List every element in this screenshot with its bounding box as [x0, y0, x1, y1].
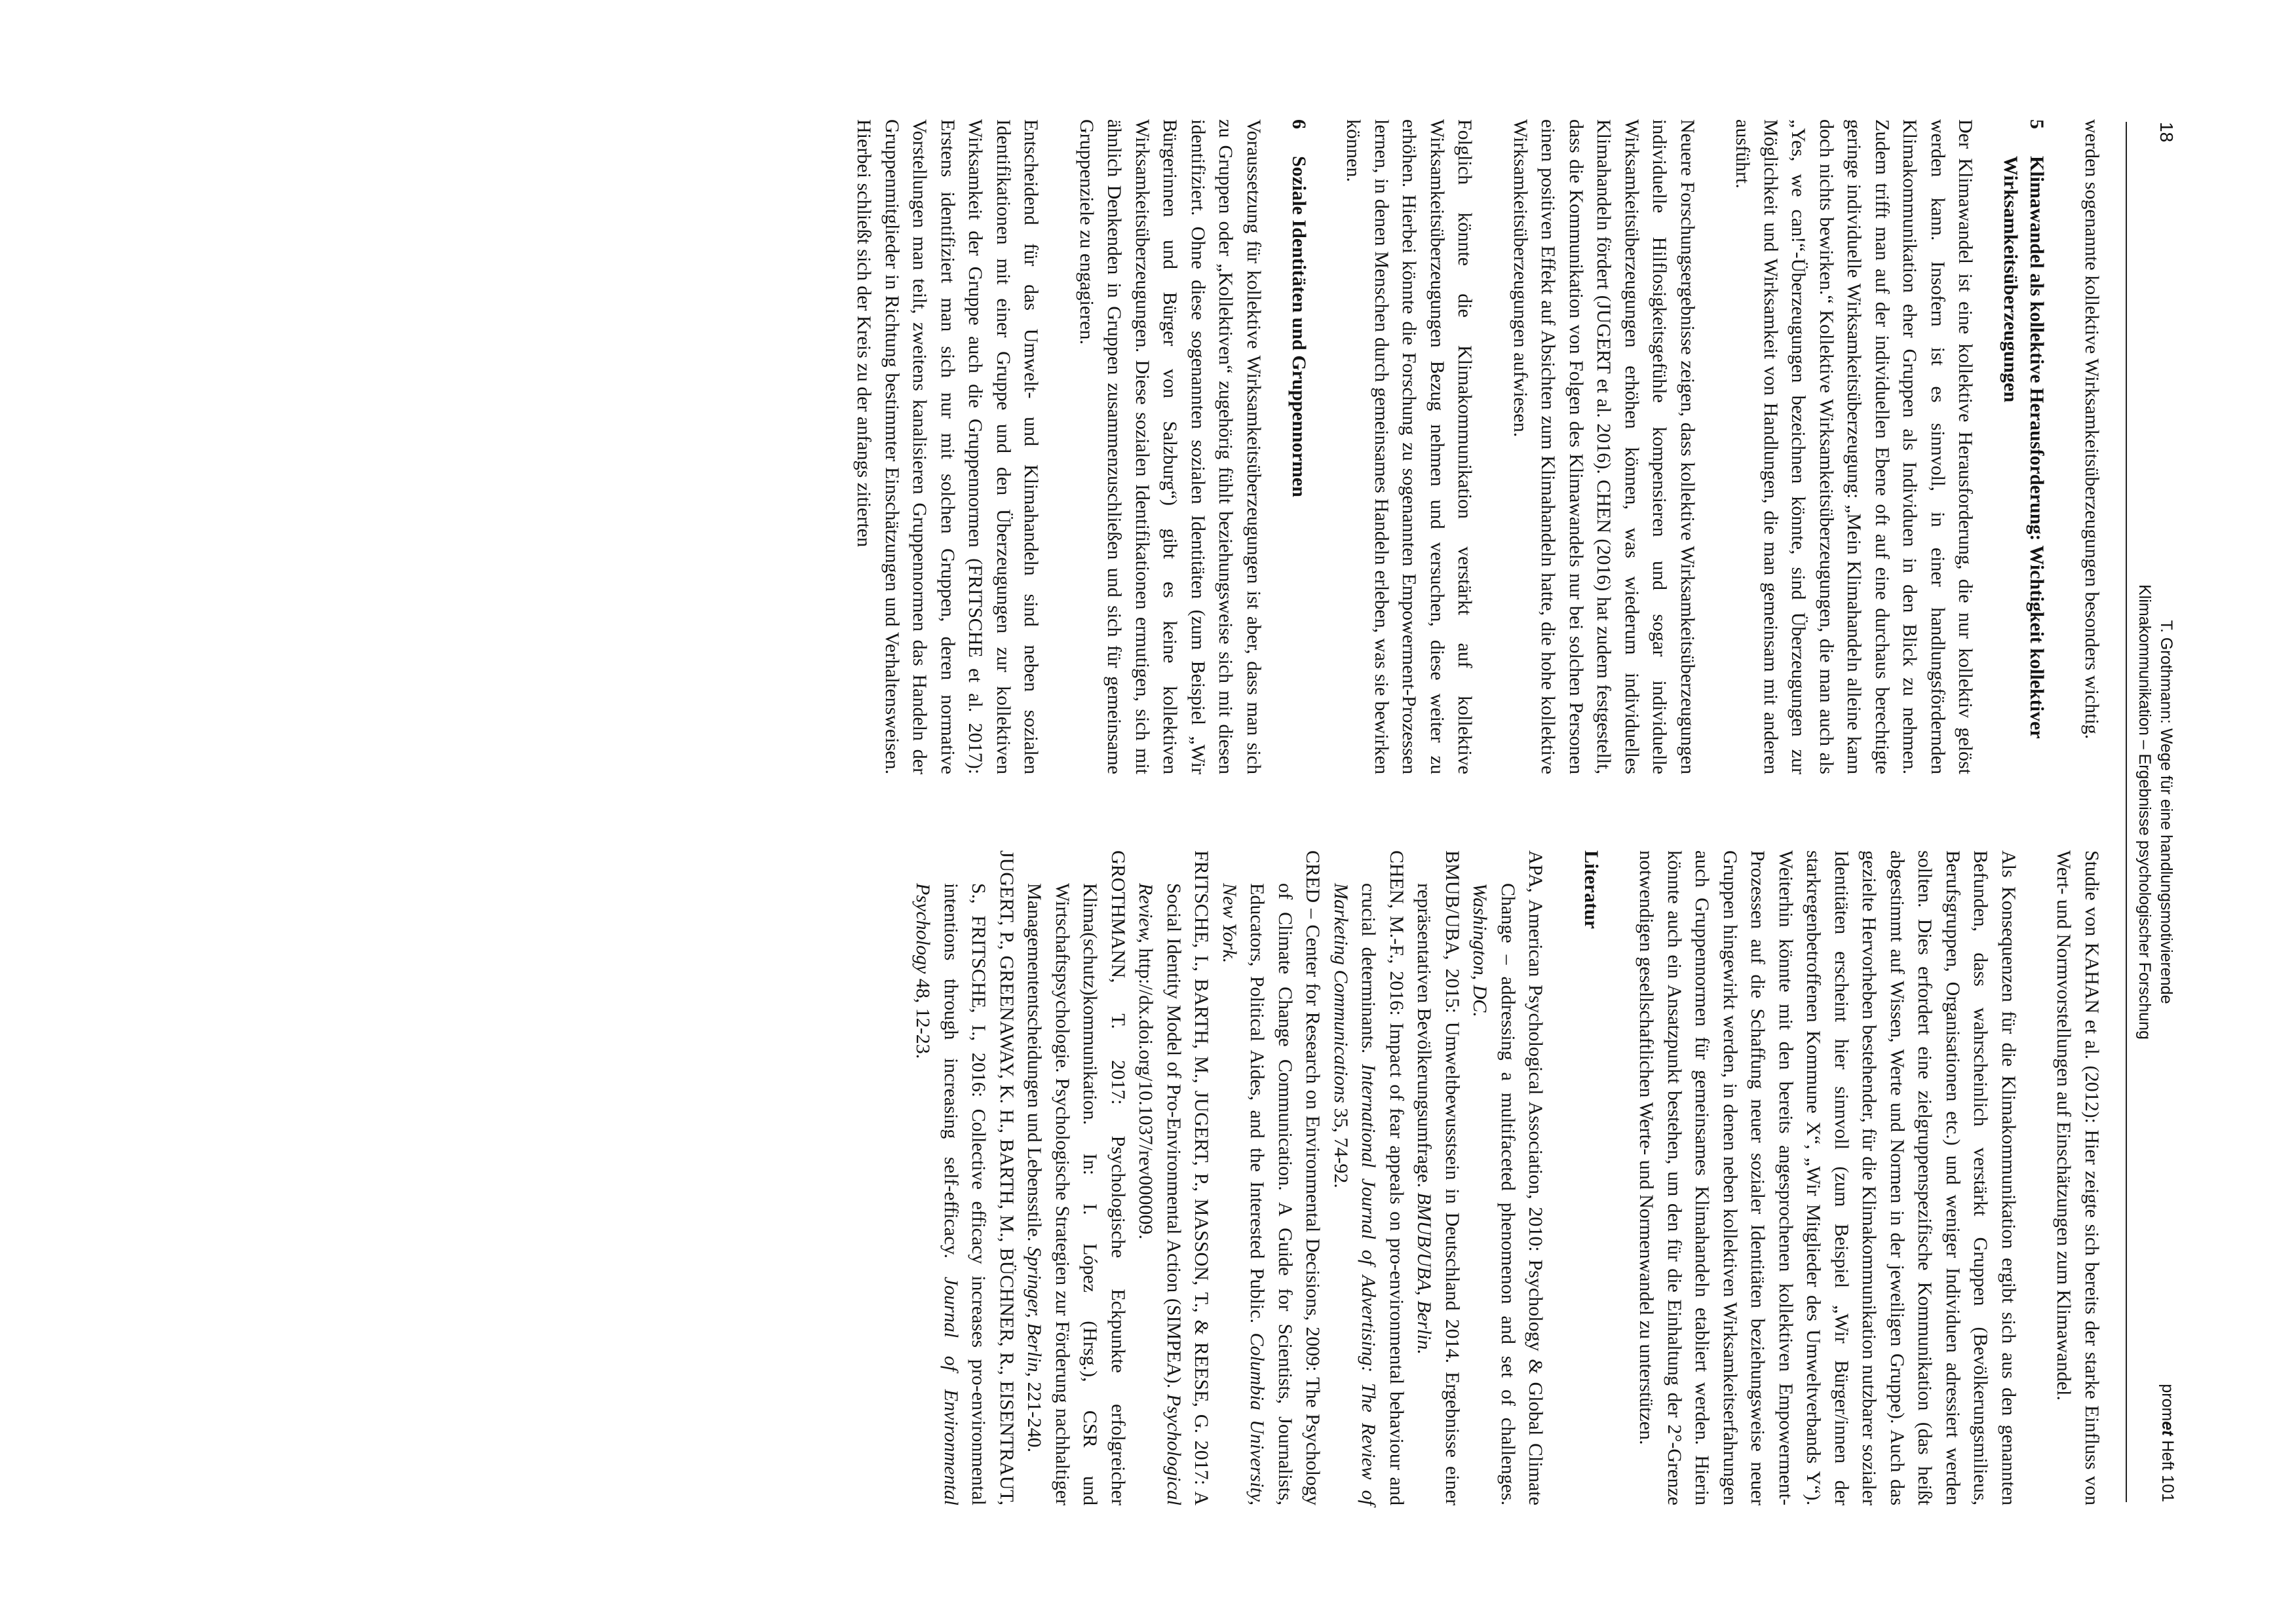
continued-paragraph: Studie von KAHAN et al. (2012): Hier zeigte sich bereits der starke Einfluss von Wert- und Normvorstellungen auf Einschätzungen zum Klimawandel. [2053, 850, 2103, 1505]
reference-text: GROTHMANN, T. 2017: Psychologische Eckpunkte erfolgreicher Klima(schutz)kommunikation. In: I. López (Hrsg.), CSR und Wirtschaftspsychologie. Psychologische Strategien zur Förderung nachhaltiger Managemententscheidungen und Lebensstile. [1024, 850, 1129, 1505]
section-5-number: 5 [2026, 119, 2048, 129]
section-6-heading [1286, 119, 1312, 774]
literature-heading: Literatur [1580, 850, 1602, 929]
reference-item [1215, 850, 1327, 1505]
section-5-heading [1998, 119, 2050, 774]
reference-tail: 35, 74-92. [1330, 1103, 1352, 1188]
running-title-line-1: T. Grothmann: Wege für eine handlungsmotivierende [2157, 620, 2175, 1004]
reference-list [909, 850, 1550, 1505]
reference-item [1327, 850, 1411, 1505]
reference-source: Columbia University, New York. [1219, 883, 1269, 1505]
reference-item [909, 850, 1020, 1505]
consequences-paragraph: Als Konsequenzen für die Klimakommunikation ergibt sich aus den genannten Befunden, dass wahrscheinlich verstärkt Gruppen (Bevölkerungsmilieus, Berufsgruppen, Organisationen etc.) und weniger Individuen adressiert werden sollten. Dies erfordert eine zielgruppenspezifische Kommunikation (das heißt abgestimmt auf Wissen, Werte und Normen in der jeweiligen Gruppe). Auch das gezielte Hervorheben bestehender, für die Klimakommunikation nutzbarer sozialer Identitäten erscheint hier sinnvoll (zum Beispiel „Wir Bürger/innen der starkregenbetroffenen Kommune X“, „Wir Mitglieder des Umweltverbands Y“). Weiterhin könnte mit den bereits angesprochenen kollektiven Empowerment-Prozessen auf die Schaffung neuer sozialer Identitäten beziehungsweise neuer Gruppen hingewirkt werden, in denen neben kollektiven Wirksamkeitserfahrungen auch Gruppennormen für gemeinsames Klimahandeln etabliert werden. Hierin könnte auch ein Ansatzpunkt bestehen, um den für die Einhaltung der 2°-Grenze notwendigen gesellschaftlichen Werte- und Normenwandel zu unterstützen. [1636, 850, 2019, 1505]
journal-name-emphasis: et [2158, 1421, 2177, 1436]
section-6-title: Soziale Identitäten und Gruppennormen [1288, 156, 1310, 497]
page-number: 18 [2156, 122, 2177, 143]
reference-source: International Journal of Advertising: The Review of Marketing Communications [1330, 883, 1380, 1505]
journal-issue [2158, 1384, 2177, 1502]
journal-name-prefix: prom [2158, 1384, 2177, 1422]
reference-text: FRITSCHE, I., BARTH, M., JUGERT, P., MASSON, T., & REESE, G. 2017: A Social Identity Model of Pro-Environmental Action (SIMPEA). [1163, 850, 1213, 1505]
reference-tail: 221-240. [1024, 1377, 1046, 1453]
intro-paragraph: werden sogenannte kollektive Wirksamkeitsüberzeugungen besonders wichtig. [2081, 119, 2103, 740]
reference-source: Psychological Review, [1135, 883, 1185, 1505]
section-5-paragraph-2: Neuere Forschungsergebnisse zeigen, dass kollektive Wirksamkeitsüberzeugungen individuelle Hilflosigkeitsgefühle kompensieren und sogar individuelle Wirksamkeitsüberzeugungen erhöhen können, was wiederum individuelles Klimahandeln fördert (JUGERT et al. 2016). CHEN (2016) hat zudem festgestellt, dass die Kommunikation von Folgen des Klimawandels nur bei solchen Personen einen positiven Effekt auf Absichten zum Klimahandeln hatte, die hohe kollektive Wirksamkeitsüberzeugungen aufwiesen. [1510, 119, 1698, 774]
reference-text: APA, American Psychological Association, 2010: Psychology & Global Climate Change – addressing a multifaceted phenomenon and set of challenges. [1497, 850, 1547, 1505]
reference-text: BMUB/UBA, 2015: Umweltbewusstsein in Deutschland 2014. Ergebnisse einer repräsentativen Bevölkerungsumfrage. [1413, 850, 1463, 1505]
reference-text: CRED – Center for Research on Environmental Decisions, 2009: The Psychology of Climate Change Communication. A Guide for Scientists, Journalists, Educators, Political Aides, and the Interested Public. [1246, 850, 1324, 1505]
right-column [909, 850, 2105, 1505]
section-6-paragraph-1: Voraussetzung für kollektive Wirksamkeitsüberzeugungen ist aber, dass man sich zu Gruppen oder „Kollektiven“ zugehörig fühlt beziehungsweise sich mit diesen identifiziert. Ohne diese sogenannten sozialen Identitäten (zum Beispiel „Wir Bürgerinnen und Bürger von Salzburg“) gibt es keine kollektiven Wirksamkeitsüberzeugungen. Diese sozialen Identifikationen ermutigen, sich mit ähnlich Denkenden in Gruppen zusammenzuschließen und sich für gemeinsame Gruppenziele zu engagieren. [1076, 119, 1265, 774]
journal-issue-number: Heft 101 [2158, 1435, 2177, 1502]
reference-source: Springer, Berlin, [1024, 1246, 1046, 1378]
reference-source: Journal of Environmental Psychology [912, 883, 962, 1505]
section-5-paragraph-3: Folglich könnte die Klimakommunikation verstärkt auf kollektive Wirksamkeitsüberzeugungen Bezug nehmen und versuchen, diese weiter zu erhöhen. Hierbei könnte die Forschung zu sogenannten Empowerment-Prozessen lernen, in denen Menschen durch gemeinsames Handeln erleben, was sie bewirken können. [1343, 119, 1476, 774]
section-6-paragraph-2: Entscheidend für das Umwelt- und Klimahandeln sind neben sozialen Identifikationen mit einer Gruppe und den Überzeugungen zur kollektiven Wirksamkeit der Gruppe auch die Gruppennormen (FRITSCHE et al. 2017): Erstens identifiziert man sich nur mit solchen Gruppen, deren normative Vorstellungen man teilt, zweitens kanalisieren Gruppennormen das Handeln der Gruppenmitglieder in Richtung bestimmter Einschätzungen und Verhaltensweisen. Hierbei schließt sich der Kreis zu der anfangs zitierten [853, 119, 1043, 774]
section-6-number: 6 [1288, 119, 1310, 129]
left-column [850, 119, 2105, 774]
reference-item [1020, 850, 1132, 1505]
reference-source: Washington, DC. [1469, 883, 1491, 1017]
section-5-paragraph-1: Der Klimawandel ist eine kollektive Herausforderung, die nur kollektiv gelöst werden kann. Insofern ist es sinnvoll, in einer handlungsfördernden Klimakommunikation eher Gruppen als Individuen in den Blick zu nehmen. Zudem trifft man auf der individuellen Ebene oft auf eine durchaus berechtigte geringe individuelle Wirksamkeitsüberzeugung: „Mein Klimahandeln alleine kann doch nichts bewirken.“ Kollektive Wirksamkeitsüberzeugungen, die man auch als „Yes, we can!“-Überzeugungen bezeichnen könnte, sind Überzeugungen zur Möglichkeit und Wirksamkeit von Handlungen, die man gemeinsam mit anderen ausführt. [1732, 119, 1977, 774]
reference-item [1466, 850, 1550, 1505]
reference-source: BMUB/UBA, Berlin. [1413, 1192, 1436, 1355]
reference-text: CHEN, M.-F., 2016: Impact of fear appeals on pro-environmental behaviour and crucial determinants. [1358, 850, 1407, 1505]
reference-text: JUGERT, P., GREENAWAY, K. H., BARTH, M., BÜCHNER, R., EISENTRAUT, S., FRITSCHE, I., 2016: Collective efficacy increases pro-environmental intentions through increasing self-efficacy. [940, 850, 1018, 1505]
running-title-line-2: Klimakommunikation – Ergebnisse psychologischer Forschung [2135, 584, 2154, 1040]
header-rule [2126, 122, 2127, 1502]
reference-tail: 48, 12-23. [912, 973, 934, 1059]
running-title [2133, 0, 2177, 1624]
reference-tail: http://dx.doi.org/10.1037/rev000009. [1135, 943, 1157, 1239]
reference-item [1410, 850, 1466, 1505]
section-5-title: Klimawandel als kollektive Herausforderung: Wichtigkeit kollektiver Wirksamkeitsüberzeugungen [2000, 156, 2048, 739]
reference-item [1132, 850, 1215, 1505]
